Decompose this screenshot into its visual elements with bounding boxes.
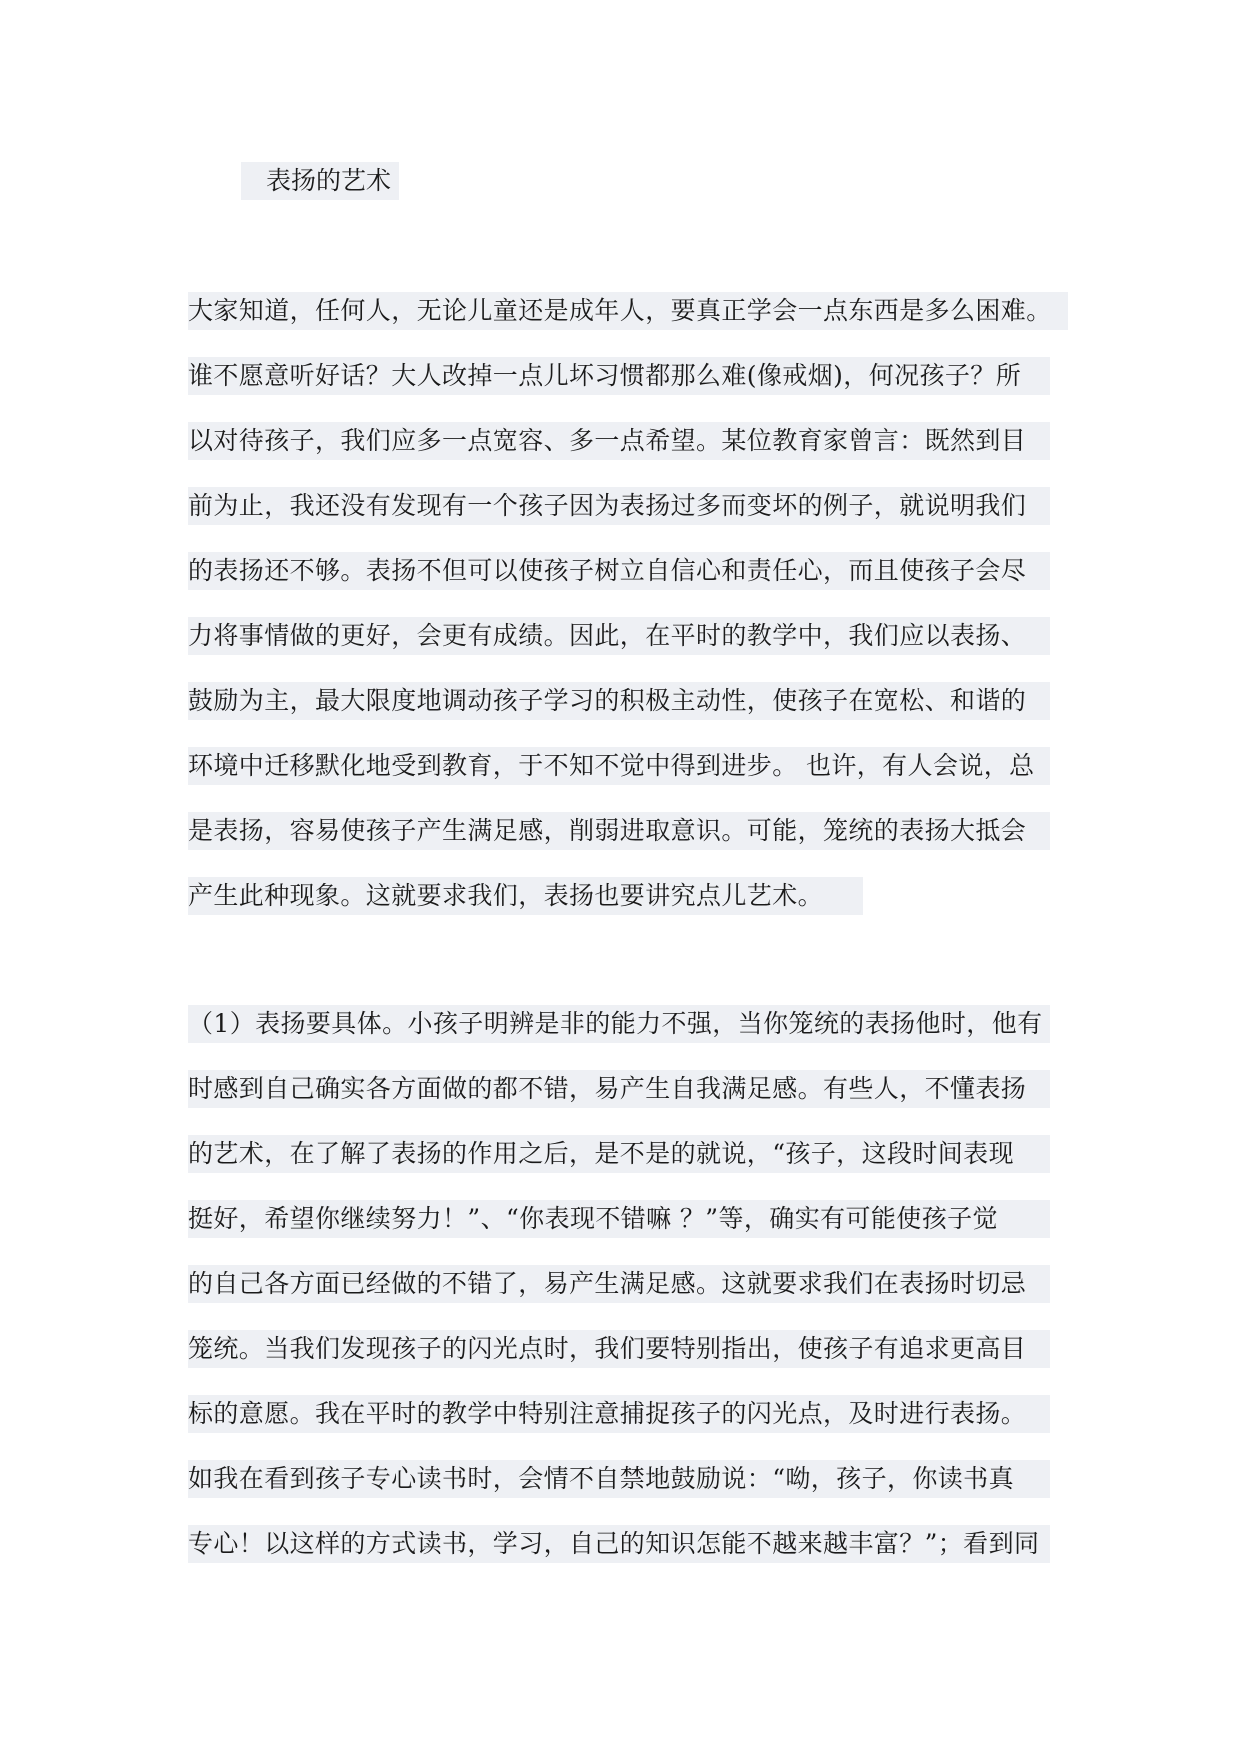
text-line: 标的意愿。我在平时的教学中特别注意捕捉孩子的闪光点，及时进行表扬。 — [188, 1395, 1050, 1433]
text-line: 如我在看到孩子专心读书时，会情不自禁地鼓励说：“呦，孩子，你读书真 — [188, 1460, 1050, 1498]
document-title: 表扬的艺术 — [266, 166, 392, 195]
text-line: 笼统。当我们发现孩子的闪光点时，我们要特别指出，使孩子有追求更高目 — [188, 1330, 1050, 1368]
text-line: 产生此种现象。这就要求我们，表扬也要讲究点儿艺术。 — [188, 877, 863, 915]
text-line: （1）表扬要具体。小孩子明辨是非的能力不强，当你笼统的表扬他时，他有 — [188, 1005, 1050, 1043]
text-line: 鼓励为主，最大限度地调动孩子学习的积极主动性，使孩子在宽松、和谐的 — [188, 682, 1050, 720]
text-line: 的表扬还不够。表扬不但可以使孩子树立自信心和责任心，而且使孩子会尽 — [188, 552, 1050, 590]
text-line: 大家知道，任何人，无论儿童还是成年人，要真正学会一点东西是多么困难。 — [188, 292, 1068, 330]
text-line: 挺好，希望你继续努力！”、“你表现不错嘛 ？”等，确实有可能使孩子觉 — [188, 1200, 1050, 1238]
text-line: 专心！以这样的方式读书，学习，自己的知识怎能不越来越丰富？”；看到同 — [188, 1525, 1050, 1563]
text-line: 的自己各方面已经做的不错了，易产生满足感。这就要求我们在表扬时切忌 — [188, 1265, 1050, 1303]
text-line: 谁不愿意听好话？大人改掉一点儿坏习惯都那么难(像戒烟)，何况孩子？所 — [188, 357, 1050, 395]
text-line: 的艺术，在了解了表扬的作用之后，是不是的就说，“孩子，这段时间表现 — [188, 1135, 1050, 1173]
text-line: 前为止，我还没有发现有一个孩子因为表扬过多而变坏的例子，就说明我们 — [188, 487, 1050, 525]
text-line: 是表扬，容易使孩子产生满足感，削弱进取意识。可能，笼统的表扬大抵会 — [188, 812, 1050, 850]
text-line: 以对待孩子，我们应多一点宽容、多一点希望。某位教育家曾言：既然到目 — [188, 422, 1050, 460]
text-line: 环境中迁移默化地受到教育，于不知不觉中得到进步。 也许，有人会说，总 — [188, 747, 1050, 785]
text-line: 时感到自己确实各方面做的都不错，易产生自我满足感。有些人，不懂表扬 — [188, 1070, 1050, 1108]
text-line: 力将事情做的更好，会更有成绩。因此，在平时的教学中，我们应以表扬、 — [188, 617, 1050, 655]
